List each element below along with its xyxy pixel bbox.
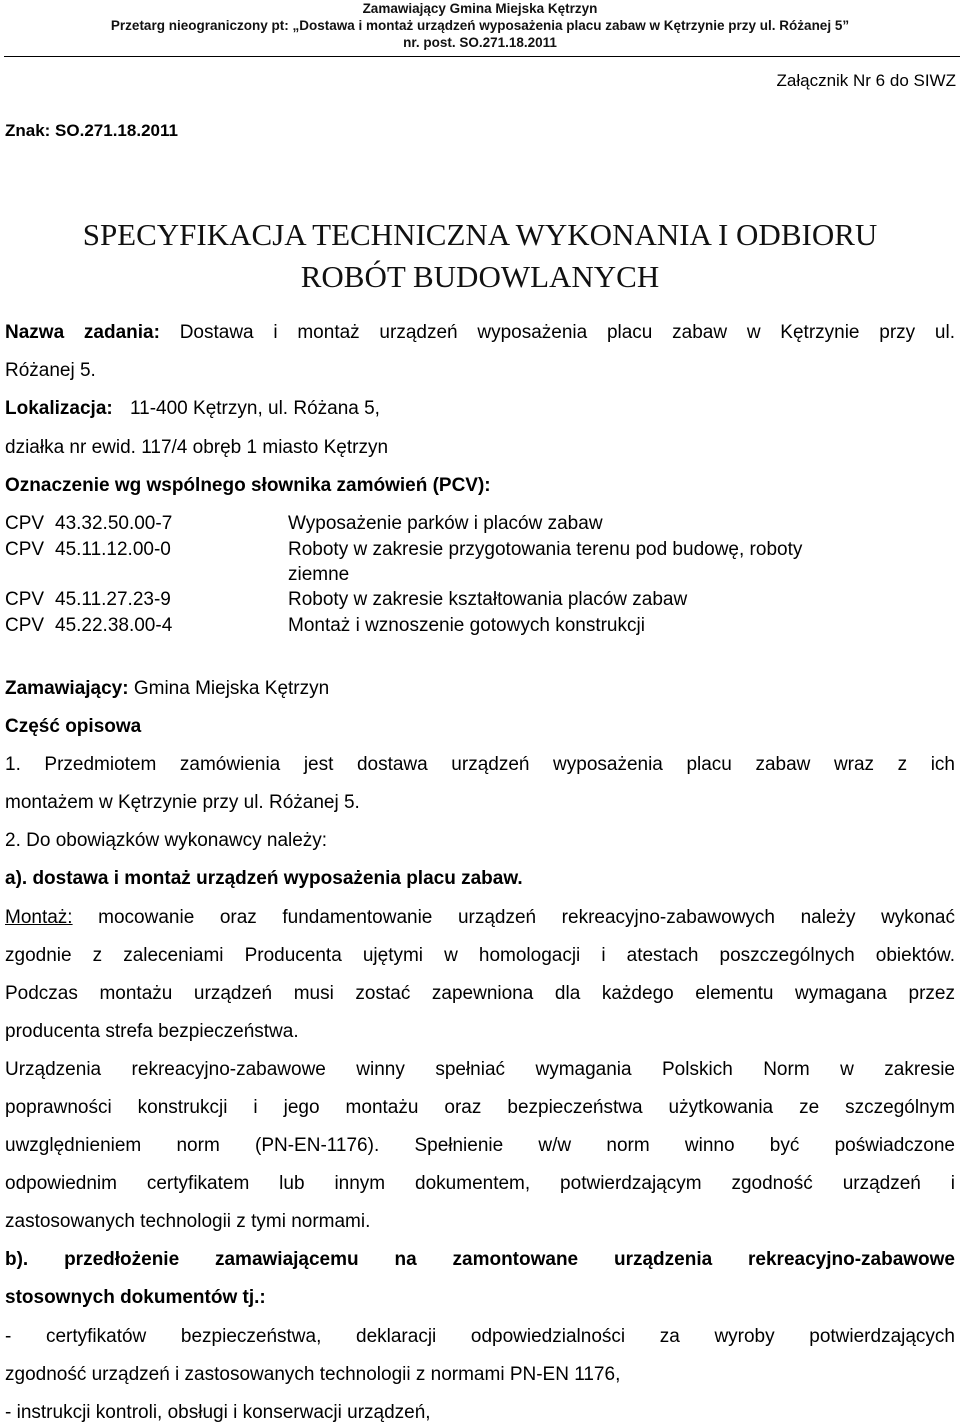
ordering-party xyxy=(5,677,329,700)
cpv-description: Montaż i wznoszenie gotowych konstrukcji xyxy=(288,615,645,636)
cpv-row xyxy=(5,613,948,638)
certs-line-3: - instrukcji kontroli, obsługi i konserwacji urządzeń, xyxy=(5,1402,431,1423)
cpv-row xyxy=(5,537,948,562)
header-divider xyxy=(4,56,960,57)
cpv-description-continued: ziemne xyxy=(288,564,350,585)
devices-line-4: odpowiednim certyfikatem lub innym dokumentem, potwierdzającym zgodność urządzeń i xyxy=(5,1173,955,1194)
task-label: Nazwa zadania: xyxy=(5,322,160,343)
montaz-line-3: Podczas montażu urządzeń musi zostać zapewniona dla każdego elementu wymagana przez xyxy=(5,983,955,1004)
montaz-line-2: zgodnie z zaleceniami Producenta ujętymi w homologacji i atestach poszczególnych obiektów. xyxy=(5,945,955,966)
cpv-code: 45.11.12.00-0 xyxy=(55,539,171,560)
cpv-description: Wyposażenie parków i placów zabaw xyxy=(288,513,603,534)
cpv-row xyxy=(5,587,948,612)
cpv-code: 43.32.50.00-7 xyxy=(55,513,173,534)
item-b-line-1: b). przedłożenie zamawiającemu na zamontowane urządzenia rekreacyjno-zabawowe xyxy=(5,1249,955,1270)
cpv-tag: CPV xyxy=(5,615,45,636)
document-title-line-1: SPECYFIKACJA TECHNICZNA WYKONANIA I ODBIORU xyxy=(82,217,878,252)
ordering-party-label: Zamawiający: xyxy=(5,678,129,699)
certs-line-2: zgodność urządzeń i zastosowanych technologii z normami PN-EN 1176, xyxy=(5,1364,621,1385)
pcv-heading: Oznaczenie wg wspólnego słownika zamówień (PCV): xyxy=(5,475,491,496)
item-b-line-2: stosownych dokumentów tj.: xyxy=(5,1287,266,1308)
montaz-label: Montaż: xyxy=(5,907,73,928)
annex-label: Załącznik Nr 6 do SIWZ xyxy=(776,71,956,90)
cpv-code: 45.22.38.00-4 xyxy=(55,615,173,636)
location xyxy=(5,397,380,420)
document-title-line-2: ROBÓT BUDOWLANYCH xyxy=(300,259,660,294)
certs-line-1: - certyfikatów bezpieczeństwa, deklaracji odpowiedzialności za wyroby potwierdzających xyxy=(5,1326,955,1347)
cpv-row-continued xyxy=(5,562,948,587)
location-label: Lokalizacja: xyxy=(5,398,113,419)
cpv-description: Roboty w zakresie przygotowania terenu pod budowę, roboty xyxy=(288,539,803,560)
devices-line-3: uwzględnieniem norm (PN-EN-1176). Spełnienie w/w norm winno być poświadczone xyxy=(5,1135,955,1156)
cpv-tag: CPV xyxy=(5,513,45,534)
devices-line-5: zastosowanych technologii z tymi normami. xyxy=(5,1211,371,1232)
montaz-line-4: producenta strefa bezpieczeństwa. xyxy=(5,1021,299,1042)
item-a: a). dostawa i montaż urządzeń wyposażenia placu zabaw. xyxy=(5,868,523,889)
cpv-code: 45.11.27.23-9 xyxy=(55,589,171,610)
reference-number: Znak: SO.271.18.2011 xyxy=(5,121,178,140)
devices-line-1: Urządzenia rekreacyjno-zabawowe winny spełniać wymagania Polskich Norm w zakresie xyxy=(5,1059,955,1080)
cpv-tag: CPV xyxy=(5,589,45,610)
header-line-3: nr. post. SO.271.18.2011 xyxy=(403,35,557,50)
task-value: Dostawa i montaż urządzeń wyposażenia placu zabaw w Kętrzynie przy ul. xyxy=(179,322,955,343)
location-value: 11-400 Kętrzyn, ul. Różana 5, xyxy=(130,398,380,419)
item-2: 2. Do obowiązków wykonawcy należy: xyxy=(5,830,328,851)
cpv-row xyxy=(5,511,948,536)
montaz-line-1 xyxy=(5,906,955,929)
cpv-description: Roboty w zakresie kształtowania placów zabaw xyxy=(288,589,688,610)
item-1-line-1: 1. Przedmiotem zamówienia jest dostawa urządzeń wyposażenia placu zabaw wraz z ich xyxy=(5,754,955,775)
section-title: Część opisowa xyxy=(5,716,142,737)
task-name xyxy=(5,321,955,344)
location-parcel: działka nr ewid. 117/4 obręb 1 miasto Kętrzyn xyxy=(5,437,389,458)
header-line-1: Zamawiający Gmina Miejska Kętrzyn xyxy=(362,1,598,16)
devices-line-2: poprawności konstrukcji i jego montażu oraz bezpieczeństwa użytkowania ze szczególnym xyxy=(5,1097,955,1118)
item-1-line-2: montażem w Kętrzynie przy ul. Różanej 5. xyxy=(5,792,360,813)
montaz-text: mocowanie oraz fundamentowanie urządzeń rekreacyjno-zabawowych należy wykonać xyxy=(72,907,955,928)
ordering-party-value: Gmina Miejska Kętrzyn xyxy=(133,678,330,699)
task-value-continued: Różanej 5. xyxy=(5,360,96,381)
page-header xyxy=(0,0,960,51)
cpv-tag: CPV xyxy=(5,539,45,560)
header-line-2: Przetarg nieograniczony pt: „Dostawa i montaż urządzeń wyposażenia placu zabaw w Kętrzynie przy ul. Różanej 5” xyxy=(110,18,850,33)
